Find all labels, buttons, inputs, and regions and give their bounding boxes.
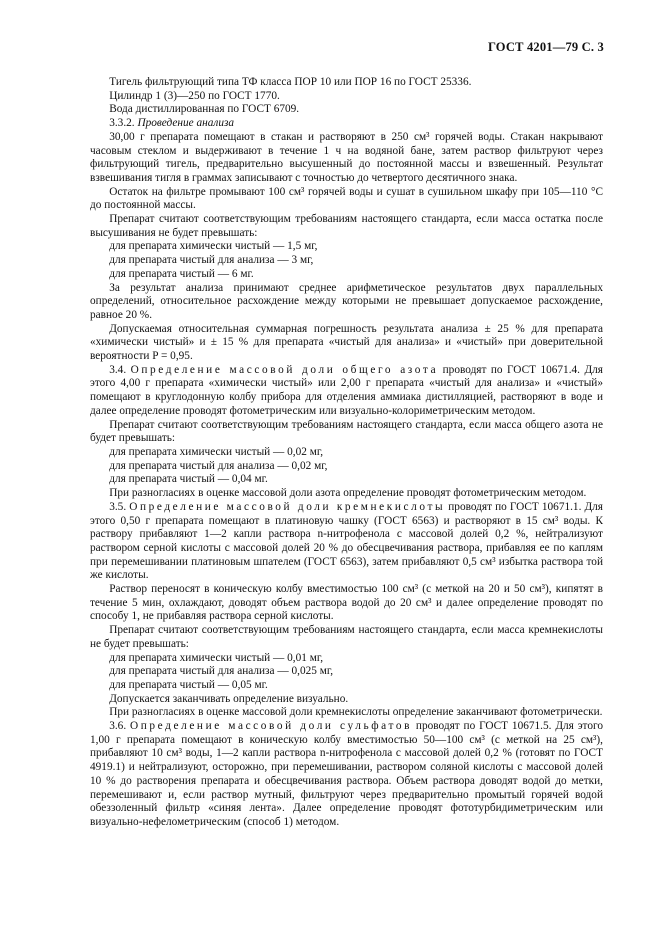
paragraph — [90, 131, 603, 186]
paragraph — [90, 419, 603, 446]
paragraph — [90, 446, 603, 460]
paragraph-text: для препарата химически чистый — 0,01 мг, — [109, 651, 324, 664]
paragraph — [90, 693, 603, 707]
section-title: Определение массовой доли сульфатов — [130, 720, 413, 733]
section-number: 3.3.2. — [109, 117, 138, 130]
paragraph — [90, 679, 603, 693]
paragraph — [90, 501, 603, 583]
paragraph-text: Препарат считают соответствующим требованиям настоящего стандарта, если масса остатка после высушивания не будет превышать: — [90, 213, 603, 239]
section-number: 3.6. — [109, 720, 130, 733]
paragraph-text: Цилиндр 1 (3)—250 по ГОСТ 1770. — [109, 89, 280, 102]
paragraph-text: для препарата чистый — 0,05 мг. — [109, 678, 268, 691]
paragraph — [90, 665, 603, 679]
paragraph — [90, 240, 603, 254]
paragraph — [90, 706, 603, 720]
paragraph — [90, 103, 603, 117]
paragraph-text: Допускается заканчивать определение визуально. — [109, 692, 349, 705]
page-header: ГОСТ 4201—79 С. 3 — [487, 40, 604, 54]
paragraph-text: 30,00 г препарата помещают в стакан и растворяют в 250 см³ горячей воды. Стакан накрывают часовым стеклом и выдерживают в течение 1 ч на водяной бане, затем раствор фильтруют через фильтрующий тигель, предварительно высушенный до постоянной массы и взвешенный. Результат взвешивания тигля в граммах записывают с точностью до четвертого десятичного знака. — [90, 130, 603, 184]
paragraph-text: Препарат считают соответствующим требованиям настоящего стандарта, если масса кремнекислоты не будет превышать: — [90, 624, 603, 650]
paragraph-text: проводят по ГОСТ 10671.4. Для этого 4,00 г препарата «химически чистый» или 2,00 г препарата «чистый для анализа» и «чистый» помещают в круглодонную колбу прибора для отделения аммиака дистилляцией, растворяют в воде и далее определение проводят фотометрическим или визуально-колориметрическим методом. — [90, 363, 603, 417]
paragraph-text: проводят по ГОСТ 10671.1. Для этого 0,50 г препарата помещают в платиновую чашку (ГОСТ 6563) и растворяют в 15 см³ воды. К раствору прибавляют 1—2 капли раствора n-нитрофенола с массовой долей 0,2 %, нейтрализуют раствором серной кислоты с массовой долей 20 % до обесцвечивания раствора, прибавляя ее по каплям при перемешивании платиновым шпателем (ГОСТ 6563), затем прибавляют 0,5 см³ избытка раствора той же кислоты. — [90, 500, 603, 582]
section-title: Определение массовой доли общего азота — [130, 363, 439, 376]
section-title: Определение массовой доли кремнекислоты — [129, 500, 446, 513]
paragraph-text: для препарата химически чистый — 0,02 мг, — [109, 445, 324, 458]
paragraph-text: для препарата чистый для анализа — 3 мг, — [109, 254, 314, 267]
paragraph — [90, 117, 603, 131]
paragraph — [90, 76, 603, 90]
paragraph-text: для препарата чистый — 0,04 мг. — [109, 473, 268, 486]
paragraph-text: Остаток на фильтре промывают 100 см³ горячей воды и сушат в сушильном шкафу при 105—110 °С до постоянной массы. — [90, 185, 603, 212]
document-body — [90, 76, 603, 830]
paragraph — [90, 487, 603, 501]
paragraph — [90, 652, 603, 666]
paragraph — [90, 213, 603, 240]
paragraph-text: При разногласиях в оценке массовой доли кремнекислоты определение заканчивают фотометрически. — [109, 706, 603, 719]
paragraph — [90, 473, 603, 487]
paragraph-text: для препарата чистый для анализа — 0,025 мг, — [109, 665, 334, 678]
paragraph — [90, 583, 603, 624]
paragraph — [90, 460, 603, 474]
paragraph-text: Препарат считают соответствующим требованиям настоящего стандарта, если масса общего азота не будет превышать: — [90, 418, 603, 445]
paragraph — [90, 323, 603, 364]
paragraph — [90, 90, 603, 104]
paragraph-text: За результат анализа принимают среднее арифметическое результатов двух параллельных определений, относительное расхождение между которыми не превышает допускаемое расхождение, равное 20 %. — [90, 281, 603, 321]
paragraph-text: для препарата чистый для анализа — 0,02 мг, — [109, 459, 328, 472]
paragraph-text: Вода дистиллированная по ГОСТ 6709. — [109, 103, 300, 116]
paragraph-text: Раствор переносят в коническую колбу вместимостью 100 см³ (с меткой на 20 и 50 см³), кипятят в течение 5 мин, охлаждают, доводят объем раствора водой до 20 см³ и далее определение проводят по способу 1, не прибавляя раствора серной кислоты. — [90, 583, 603, 623]
paragraph-text: При разногласиях в оценке массовой доли азота определение проводят фотометрическим методом. — [109, 487, 587, 500]
paragraph — [90, 268, 603, 282]
paragraph-text: проводят по ГОСТ 10671.5. Для этого 1,00 г препарата помещают в коническую колбу вместимостью 50—100 см³ (с меткой на 25 см³), прибавляют 10 см³ воды, 1—2 капли раствора n-нитрофенола с массовой долей 0,2 % (готовят по ГОСТ 4919.1) и нейтрализуют, осторожно, при перемешивании, раствором соляной кислоты с массовой долей 10 % до растворения препарата и обесцвечивания раствора. Объем раствора доводят водой до метки, перемешивают и, если раствор мутный, фильтруют через предварительно промытый горячей водой обеззоленный фильтр «синяя лента». Далее определение проводят фототурбидиметрическим или визуально-нефелометрическим (способ 1) методом. — [90, 720, 603, 828]
paragraph — [90, 720, 603, 830]
paragraph-text: Допускаемая относительная суммарная погрешность результата анализа ± 25 % для препарата «химически чистый» и ± 15 % для препарата «чистый для анализа» и «чистый» при доверительной вероятности P = 0,95. — [90, 322, 603, 363]
paragraph — [90, 282, 603, 323]
paragraph — [90, 186, 603, 213]
paragraph-text: для препарата чистый — 6 мг. — [109, 267, 254, 280]
paragraph — [90, 624, 603, 651]
section-title: Проведение анализа — [137, 117, 235, 130]
paragraph-text: Тигель фильтрующий типа ТФ класса ПОР 10 или ПОР 16 по ГОСТ 25336. — [109, 76, 472, 88]
paragraph-text: для препарата химически чистый — 1,5 мг, — [109, 240, 318, 253]
paragraph — [90, 364, 603, 419]
paragraph — [90, 254, 603, 268]
section-number: 3.5. — [109, 500, 130, 513]
section-number: 3.4. — [109, 363, 131, 376]
